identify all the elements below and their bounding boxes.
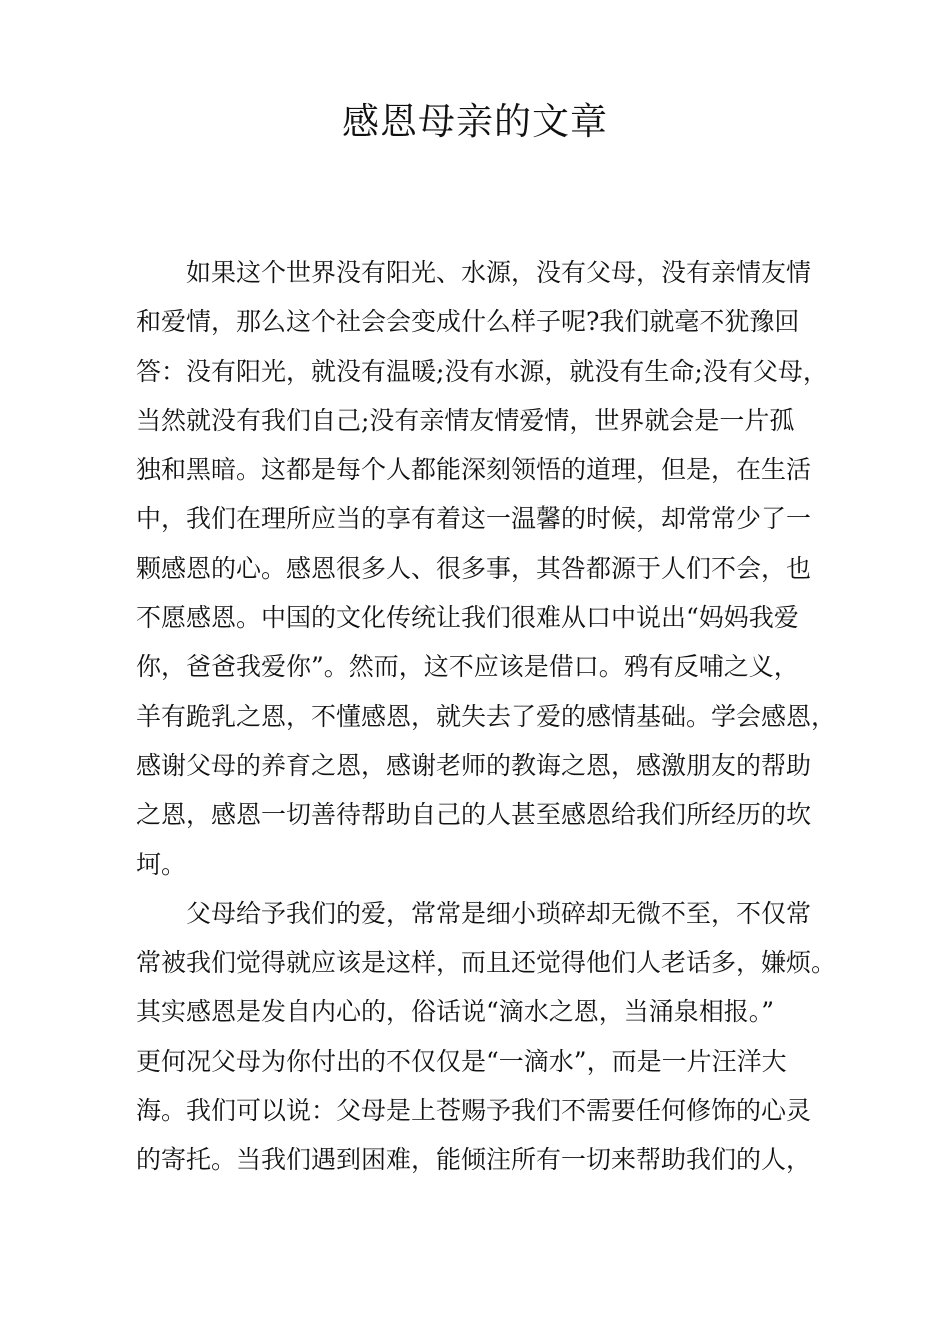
text-line: 独和黑暗。这都是每个人都能深刻领悟的道理，但是，在生活	[136, 455, 812, 485]
text-line: 坷。	[136, 849, 187, 879]
document-title: 感恩母亲的文章	[342, 100, 608, 143]
text-line: 其实感恩是发自内心的，俗话说“滴水之恩，当涌泉相报。”	[136, 997, 775, 1027]
text-line: 当然就没有我们自己;没有亲情友情爱情，世界就会是一片孤	[136, 405, 795, 435]
text-line: 颗感恩的心。感恩很多人、很多事，其咎都源于人们不会，也	[136, 553, 812, 583]
text-line: 感谢父母的养育之恩，感谢老师的教诲之恩，感激朋友的帮助	[136, 750, 812, 780]
text-line: 不愿感恩。中国的文化传统让我们很难从口中说出“妈妈我爱	[136, 603, 799, 633]
text-line: 更何况父母为你付出的不仅仅是“一滴水”，而是一片汪洋大	[136, 1046, 787, 1076]
text-line: 如果这个世界没有阳光、水源，没有父母，没有亲情友情	[186, 258, 812, 287]
text-line: 海。我们可以说：父母是上苍赐予我们不需要任何修饰的心灵	[136, 1096, 812, 1126]
text-line: 中，我们在理所应当的享有着这一温馨的时候，却常常少了一	[136, 504, 812, 534]
text-line: 和爱情，那么这个社会会变成什么样子呢?我们就毫不犹豫回	[136, 307, 800, 337]
text-line: 父母给予我们的爱，常常是细小琐碎却无微不至，不仅常	[186, 898, 812, 928]
text-line: 你，爸爸我爱你”。然而，这不应该是借口。鸦有反哺之义，	[136, 652, 799, 682]
text-line: 答：没有阳光，就没有温暖;没有水源，就没有生命;没有父母，	[136, 356, 828, 386]
paragraph-2	[136, 889, 856, 1185]
paragraph-1	[136, 248, 856, 889]
text-line: 羊有跪乳之恩，不懂感恩，就失去了爱的感情基础。学会感恩，	[136, 701, 837, 731]
text-line: 之恩，感恩一切善待帮助自己的人甚至感恩给我们所经历的坎	[136, 800, 812, 830]
text-line: 的寄托。当我们遇到困难，能倾注所有一切来帮助我们的人，	[136, 1145, 812, 1175]
text-line: 常被我们觉得就应该是这样，而且还觉得他们人老话多，嫌烦。	[136, 948, 837, 978]
document-body	[136, 248, 856, 1185]
